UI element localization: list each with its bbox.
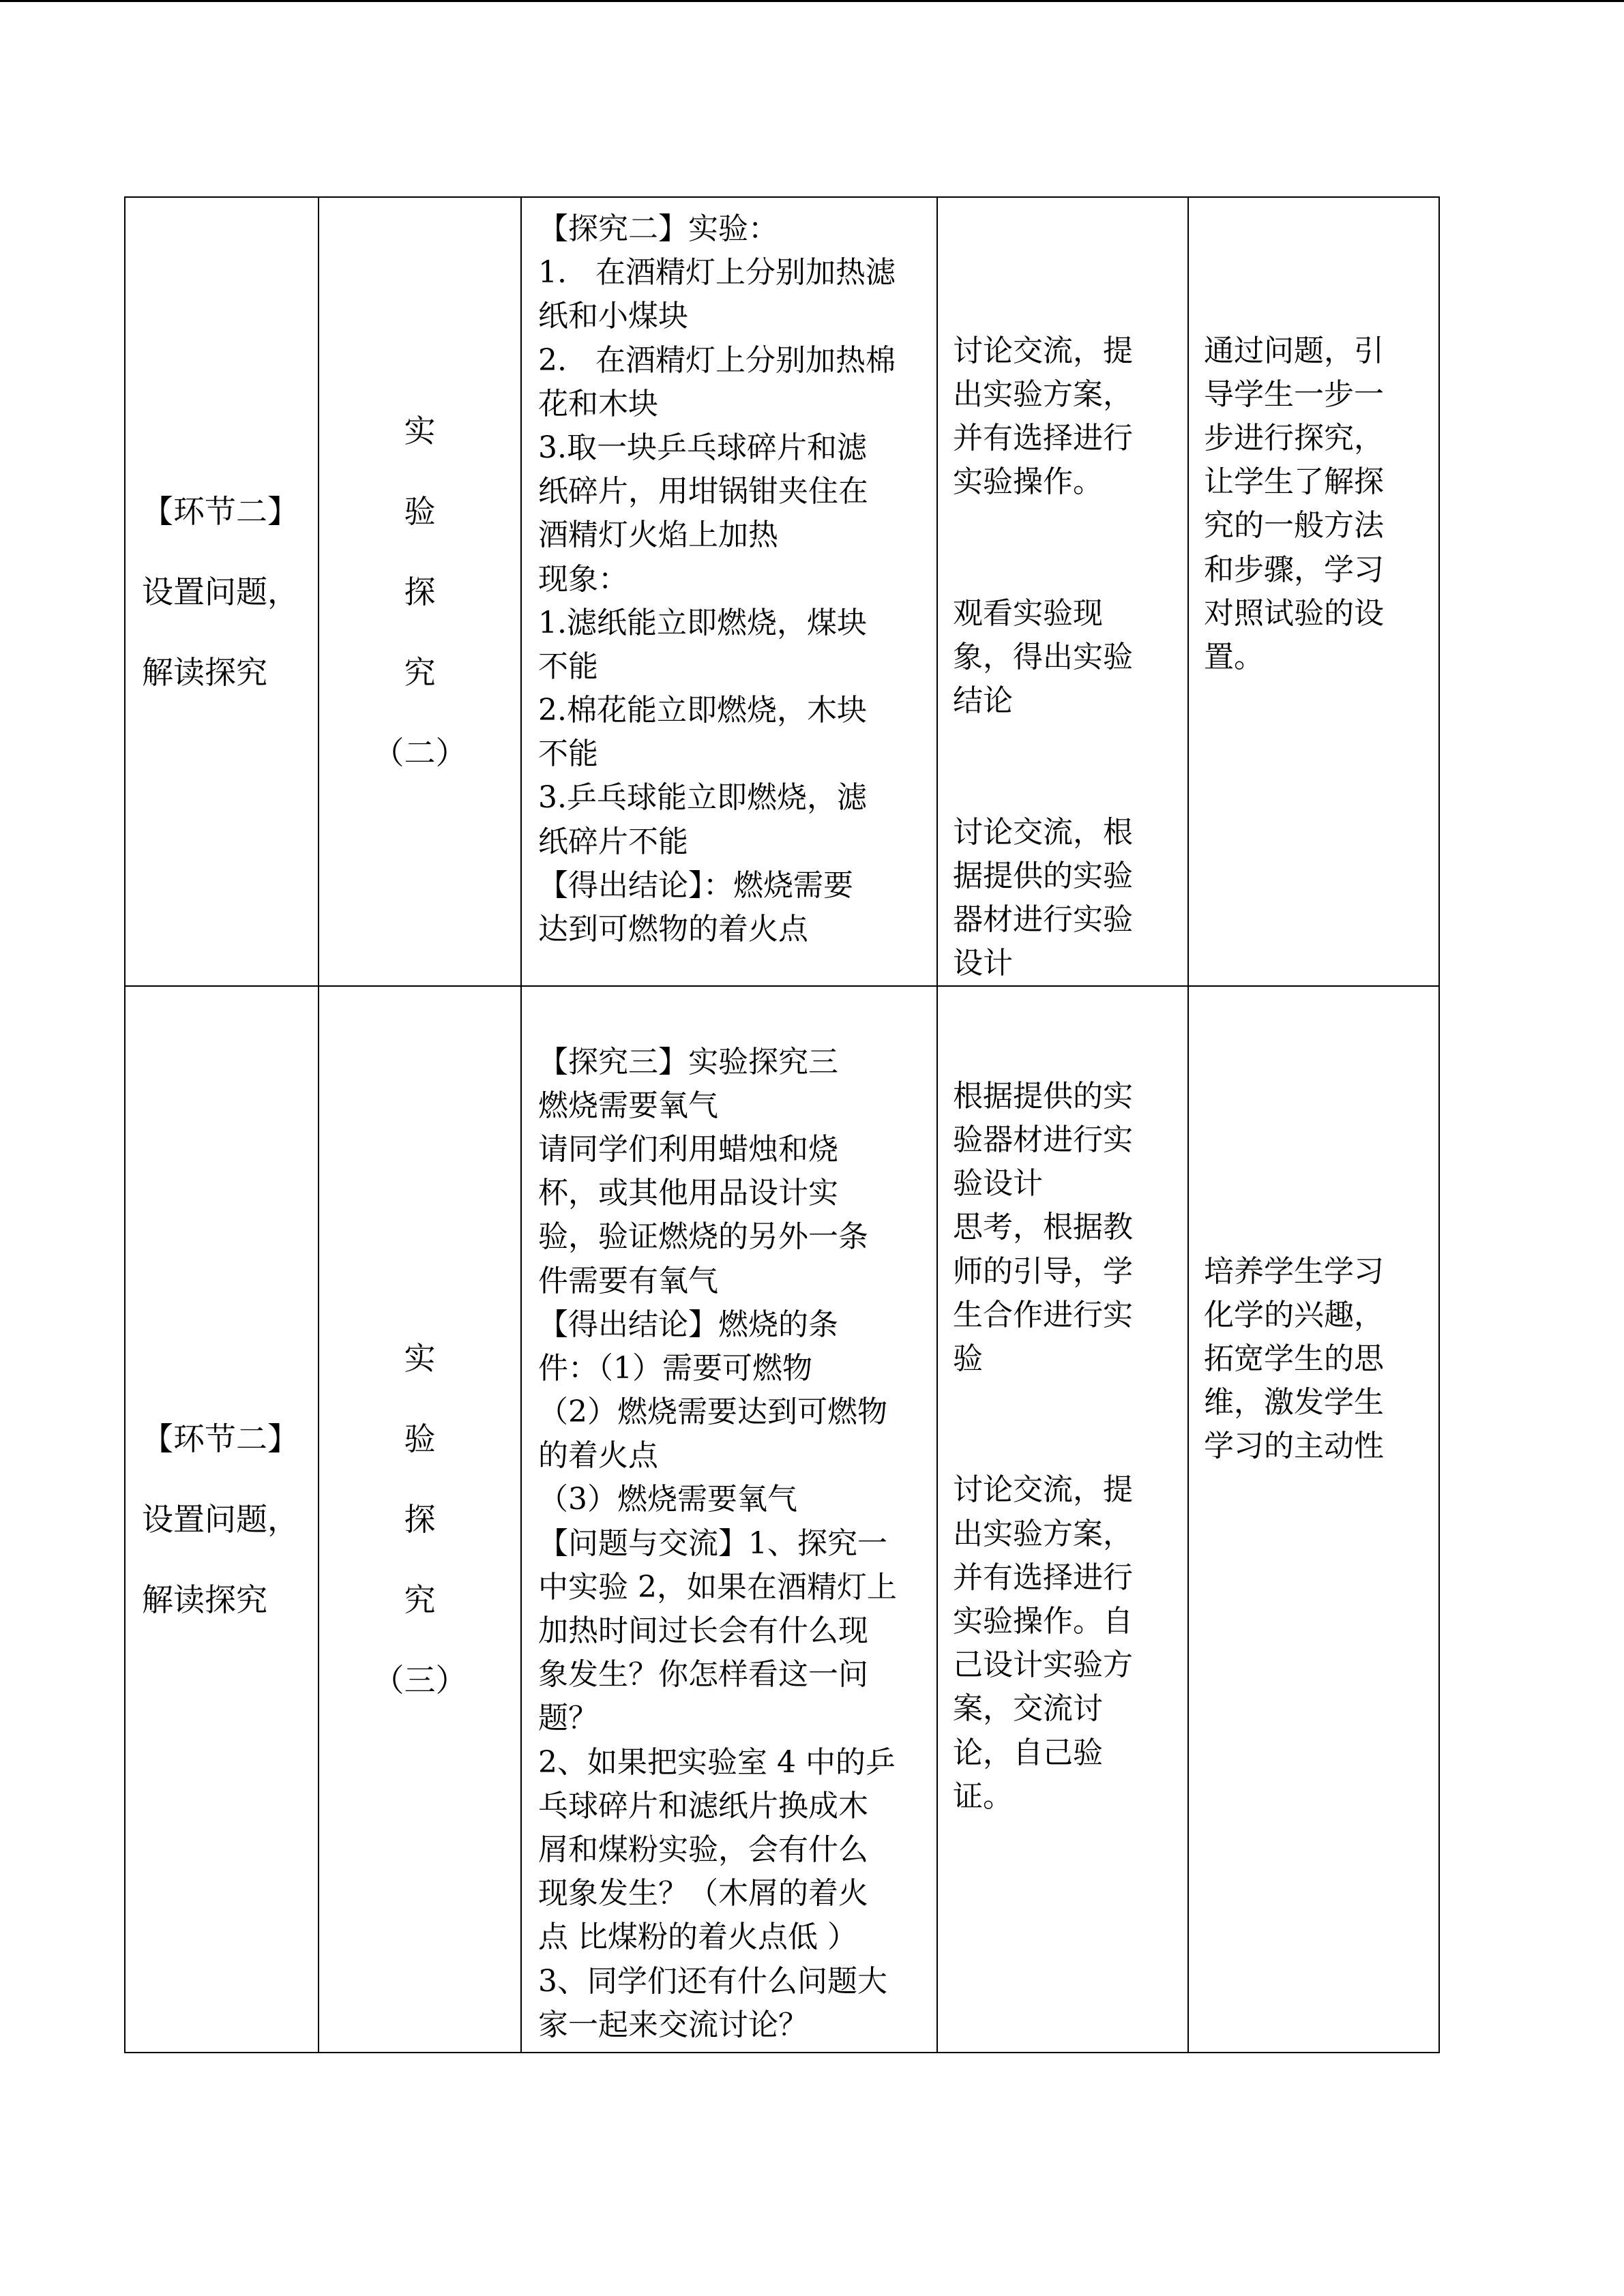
text-line: 讨论交流，提 [953, 333, 1133, 368]
text-line [953, 1381, 1174, 1425]
text-line: 请同学们利用蜡烛和烧 [538, 1131, 838, 1167]
text-line [953, 285, 1174, 329]
text-line [1204, 1206, 1425, 1249]
text-line: 3.乒乓球能立即燃烧，滤 [538, 780, 867, 816]
text-line: 现象： [538, 561, 628, 597]
text-line [953, 198, 1174, 241]
text-line [953, 548, 1174, 592]
student-activity-cell [937, 197, 1188, 986]
text-line: 2、如果把实验室 4 中的乒 [538, 1744, 896, 1780]
text-line: 并有选择进行 [953, 1560, 1133, 1595]
activity-cell [319, 986, 521, 2053]
text-line: 点 比煤粉的着火点低 ） [538, 1920, 857, 1955]
text-line: 实验操作。自 [953, 1604, 1133, 1639]
text-line: 证。 [953, 1778, 1013, 1814]
text-line: 步进行探究， [1204, 420, 1384, 456]
text-line: 思考，根据教 [953, 1210, 1133, 1245]
text-line: 纸和小煤块 [538, 299, 688, 334]
text-line: 3、同学们还有什么问题大 [538, 1963, 887, 1999]
text-line: 和步骤，学习 [1204, 552, 1384, 587]
text-line: 象发生？你怎样看这一问 [538, 1657, 868, 1693]
text-line: 件需要有氧气 [538, 1263, 718, 1298]
text-line: 根据提供的实 [953, 1078, 1133, 1114]
text-line: 维，激发学生 [1204, 1385, 1384, 1420]
text-line: 置。 [1204, 639, 1264, 674]
activity-label: 实 验 探 究 （三） [372, 1340, 467, 1699]
text-line: 加热时间过长会有什么现 [538, 1613, 868, 1648]
text-line: 并有选择进行 [953, 420, 1133, 456]
text-line: 对照试验的设 [1204, 595, 1384, 631]
stage-cell [125, 197, 319, 986]
design-intent-cell [1188, 197, 1439, 986]
text-line: 达到可燃物的着火点 [538, 912, 808, 946]
student-activity-cell [937, 986, 1188, 2053]
text-line: 象，得出实验 [953, 639, 1133, 674]
text-line [953, 723, 1174, 766]
stage-cell [125, 986, 319, 2053]
text-line: 杯，或其他用品设计实 [538, 1176, 838, 1211]
text-line: 的着火点 [538, 1438, 658, 1474]
text-line: 学习的主动性 [1204, 1429, 1384, 1464]
text-line: 不能 [538, 648, 598, 684]
text-line [953, 987, 1174, 1030]
text-line [953, 1031, 1174, 1075]
text-line: 不能 [538, 736, 598, 772]
text-line: 屑和煤粉实验，会有什么 [538, 1832, 868, 1867]
text-line: 让学生了解探 [1204, 464, 1384, 500]
page-top-border [0, 0, 1624, 2]
text-line: 燃烧需要氧气 [538, 1088, 718, 1123]
text-line: 出实验方案， [953, 376, 1133, 412]
text-line: 观看实验现 [953, 595, 1103, 631]
activity-cell [319, 197, 521, 986]
text-line: 培养学生学习 [1204, 1253, 1384, 1289]
text-line [953, 766, 1174, 810]
text-line: 讨论交流，提 [953, 1472, 1133, 1508]
text-line: 中实验 2，如果在酒精灯上 [538, 1569, 897, 1605]
text-line: 实验操作。 [953, 464, 1103, 500]
text-line: 验，验证燃烧的另外一条 [538, 1219, 868, 1255]
text-line: 纸碎片不能 [538, 824, 688, 859]
text-line: 拓宽学生的思 [1204, 1341, 1384, 1376]
text-line: 【探究三】实验探究三 [538, 1044, 838, 1079]
design-intent-cell [1188, 986, 1439, 2053]
text-line: 纸碎片，用坩锅钳夹住在 [538, 474, 868, 509]
text-line: 通过问题，引 [1204, 333, 1384, 368]
text-line: 【问题与交流】1、探究一 [538, 1525, 887, 1561]
text-line: 器材进行实验 [953, 902, 1133, 937]
text-line: 2.棉花能立即燃烧，木块 [538, 693, 867, 728]
teacher-content-cell [521, 197, 937, 986]
text-line: 家一起来交流讨论？ [538, 2007, 808, 2042]
text-line: 【探究二】实验： [538, 211, 778, 246]
table-row [125, 197, 1439, 986]
text-line: 究的一般方法 [1204, 508, 1384, 543]
table-row [125, 986, 1439, 2053]
teacher-content-cell [521, 986, 937, 2053]
text-line [953, 241, 1174, 285]
text-line: 讨论交流，根 [953, 814, 1133, 850]
text-line: 据提供的实验 [953, 858, 1133, 893]
text-line: 2. 在酒精灯上分别加热棉 [538, 342, 896, 378]
text-line: 花和木块 [538, 386, 658, 421]
text-line [1204, 1075, 1425, 1118]
text-line: 化学的兴趣， [1204, 1297, 1384, 1332]
text-line: 验器材进行实 [953, 1122, 1133, 1157]
text-line [538, 996, 923, 1040]
text-line: 论，自己验 [953, 1735, 1103, 1770]
text-line: 验设计 [953, 1166, 1043, 1202]
text-line: （3）燃烧需要氧气 [538, 1482, 797, 1517]
text-line: 【得出结论】：燃烧需要 [538, 867, 853, 903]
text-line [1204, 285, 1425, 329]
text-line: 案，交流讨 [953, 1691, 1103, 1727]
text-line [1204, 241, 1425, 285]
text-line: （2）燃烧需要达到可燃物 [538, 1395, 887, 1430]
stage-label: 【环节二】设置问题，解读探究 [142, 1420, 299, 1619]
text-line: 生合作进行实 [953, 1297, 1133, 1332]
text-line: 【得出结论】燃烧的条 [538, 1307, 838, 1342]
text-line: 乓球碎片和滤纸片换成木 [538, 1788, 868, 1823]
text-line: 件：（1）需要可燃物 [538, 1350, 812, 1386]
text-line [1204, 1031, 1425, 1075]
text-line: 1. 在酒精灯上分别加热滤 [538, 255, 896, 290]
text-line: 题？ [538, 1701, 598, 1736]
text-line: 出实验方案， [953, 1516, 1133, 1551]
text-line [953, 504, 1174, 548]
text-line [1204, 198, 1425, 241]
text-line: 己设计实验方 [953, 1648, 1133, 1683]
text-line: 设计 [953, 946, 1013, 981]
text-line: 3.取一块乒乓球碎片和滤 [538, 430, 867, 465]
activity-label: 实 验 探 究 （二） [372, 412, 467, 771]
text-line: 师的引导，学 [953, 1253, 1133, 1289]
text-line: 验 [953, 1341, 983, 1376]
text-line: 酒精灯火焰上加热 [538, 518, 778, 553]
text-line: 1.滤纸能立即燃烧，煤块 [538, 605, 867, 640]
text-line: 结论 [953, 683, 1013, 719]
text-line [1204, 1118, 1425, 1162]
text-line [953, 1425, 1174, 1468]
stage-label: 【环节二】设置问题，解读探究 [142, 492, 299, 691]
text-line [1204, 1162, 1425, 1206]
lesson-plan-table [124, 196, 1440, 2053]
text-line: 导学生一步一 [1204, 376, 1384, 412]
text-line: 现象发生？（木屑的着火 [538, 1876, 868, 1911]
text-line [1204, 987, 1425, 1030]
